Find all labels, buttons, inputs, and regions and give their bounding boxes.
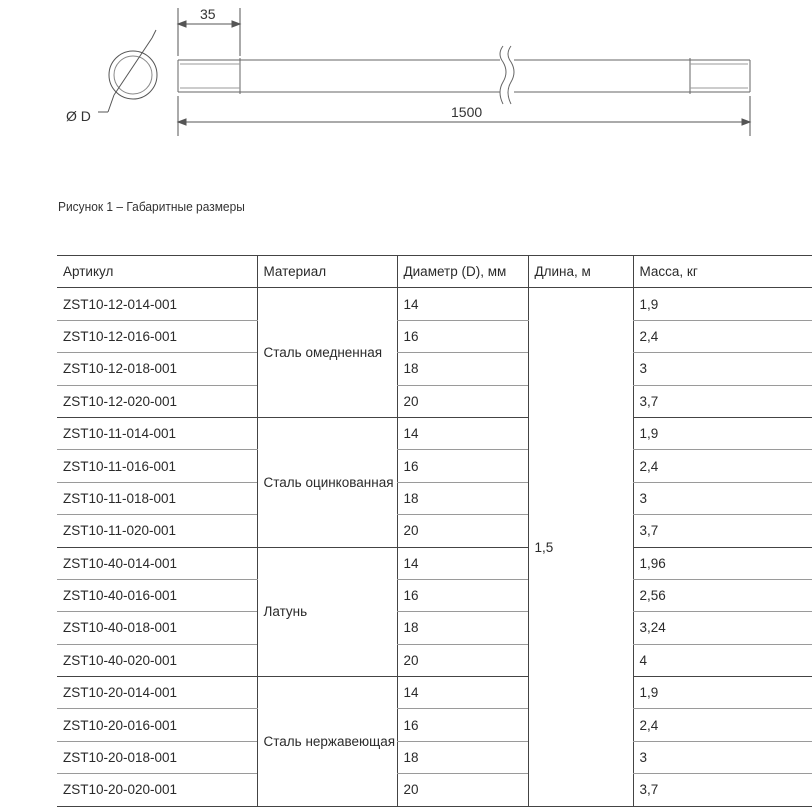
cell-article: ZST10-11-016-001 xyxy=(57,450,257,482)
cell-diameter: 14 xyxy=(397,288,528,320)
table-row xyxy=(57,417,812,449)
table-row xyxy=(57,644,812,676)
figure-caption: Рисунок 1 – Габаритные размеры xyxy=(58,199,245,214)
cell-article: ZST10-12-014-001 xyxy=(57,288,257,320)
cell-article: ZST10-40-020-001 xyxy=(57,644,257,676)
cell-article: ZST10-40-016-001 xyxy=(57,579,257,611)
cell-diameter: 16 xyxy=(397,709,528,741)
cell-diameter: 18 xyxy=(397,482,528,514)
table-row xyxy=(57,515,812,547)
cell-mass: 2,4 xyxy=(633,320,812,352)
cell-length: 1,5 xyxy=(528,288,633,806)
rod-side-view xyxy=(178,46,750,104)
cell-diameter: 16 xyxy=(397,450,528,482)
cell-mass: 3 xyxy=(633,482,812,514)
rod-dimension-drawing xyxy=(0,0,812,180)
cell-material: Сталь нержавеющая xyxy=(257,677,397,807)
cell-mass: 2,56 xyxy=(633,579,812,611)
table-row xyxy=(57,353,812,385)
cell-mass: 3,7 xyxy=(633,385,812,417)
cell-diameter: 18 xyxy=(397,741,528,773)
cell-mass: 3 xyxy=(633,353,812,385)
table-header-row xyxy=(57,256,812,288)
cell-mass: 1,9 xyxy=(633,288,812,320)
cell-article: ZST10-20-016-001 xyxy=(57,709,257,741)
table-row xyxy=(57,579,812,611)
table-row xyxy=(57,612,812,644)
cell-mass: 1,96 xyxy=(633,547,812,579)
cell-diameter: 20 xyxy=(397,774,528,806)
table-row xyxy=(57,385,812,417)
cell-diameter: 16 xyxy=(397,320,528,352)
cell-diameter: 14 xyxy=(397,417,528,449)
table-row xyxy=(57,320,812,352)
cell-diameter: 20 xyxy=(397,385,528,417)
cell-diameter: 14 xyxy=(397,677,528,709)
cell-material: Сталь омедненная xyxy=(257,288,397,418)
cell-diameter: 20 xyxy=(397,515,528,547)
cell-article: ZST10-12-020-001 xyxy=(57,385,257,417)
cell-diameter: 20 xyxy=(397,644,528,676)
diameter-label: Ø D xyxy=(66,108,91,124)
cell-diameter: 18 xyxy=(397,353,528,385)
table-row xyxy=(57,677,812,709)
cell-article: ZST10-11-014-001 xyxy=(57,417,257,449)
cell-mass: 1,9 xyxy=(633,677,812,709)
table-row xyxy=(57,709,812,741)
cell-mass: 3,7 xyxy=(633,515,812,547)
cell-article: ZST10-40-014-001 xyxy=(57,547,257,579)
rod-cross-section xyxy=(98,30,157,112)
header-length: Длина, м xyxy=(528,256,633,288)
cell-material: Латунь xyxy=(257,547,397,677)
cell-mass: 2,4 xyxy=(633,450,812,482)
cell-mass: 2,4 xyxy=(633,709,812,741)
cell-mass: 3 xyxy=(633,741,812,773)
cell-article: ZST10-12-016-001 xyxy=(57,320,257,352)
table-row xyxy=(57,547,812,579)
cell-material: Сталь оцинкованная xyxy=(257,417,397,547)
cell-diameter: 18 xyxy=(397,612,528,644)
cell-article: ZST10-11-020-001 xyxy=(57,515,257,547)
cell-article: ZST10-11-018-001 xyxy=(57,482,257,514)
table-row xyxy=(57,288,812,320)
header-material: Материал xyxy=(257,256,397,288)
header-mass: Масса, кг xyxy=(633,256,812,288)
cell-mass: 4 xyxy=(633,644,812,676)
cell-mass: 3,24 xyxy=(633,612,812,644)
cell-article: ZST10-12-018-001 xyxy=(57,353,257,385)
table-row xyxy=(57,741,812,773)
cell-article: ZST10-20-018-001 xyxy=(57,741,257,773)
cell-mass: 1,9 xyxy=(633,417,812,449)
cell-article: ZST10-20-020-001 xyxy=(57,774,257,806)
cell-article: ZST10-20-014-001 xyxy=(57,677,257,709)
cell-diameter: 14 xyxy=(397,547,528,579)
cell-mass: 3,7 xyxy=(633,774,812,806)
table-row xyxy=(57,774,812,806)
table-row xyxy=(57,482,812,514)
table-body xyxy=(57,288,812,806)
cell-article: ZST10-40-018-001 xyxy=(57,612,257,644)
thread-length-value: 35 xyxy=(200,6,216,22)
specification-table xyxy=(57,255,812,807)
table-row xyxy=(57,450,812,482)
header-article: Артикул xyxy=(57,256,257,288)
header-diameter: Диаметр (D), мм xyxy=(397,256,528,288)
cell-diameter: 16 xyxy=(397,579,528,611)
total-length-value: 1500 xyxy=(451,104,483,120)
